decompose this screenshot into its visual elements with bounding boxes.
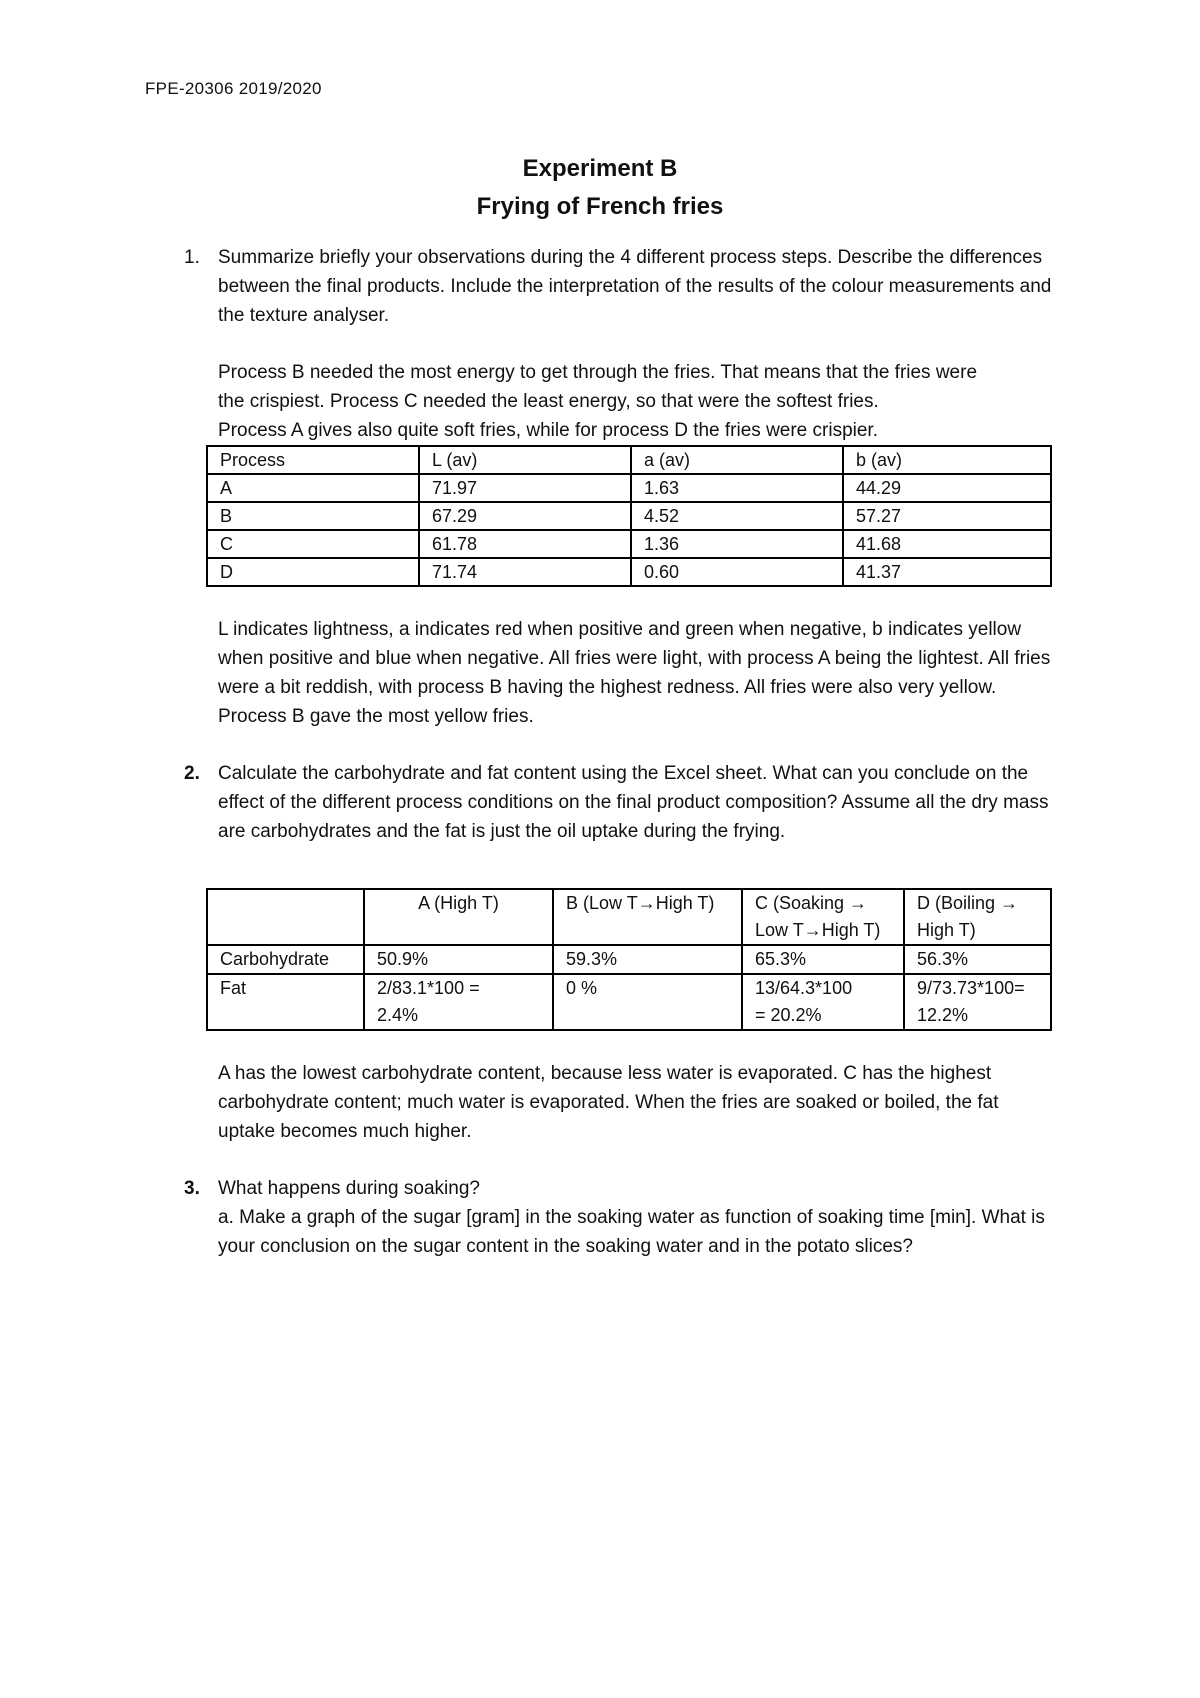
question-1 — [184, 243, 1058, 731]
table-row — [207, 945, 1051, 974]
table-cell: B — [207, 502, 419, 530]
question-3a-text: a. Make a graph of the sugar [gram] in the soaking water as function of soaking time [min]. What is your conclusion on the sugar content in the soaking water and in the potato slices? — [218, 1207, 1045, 1257]
table-cell: 1.63 — [631, 474, 843, 502]
table-cell: 41.37 — [843, 558, 1051, 586]
table-header-cell: a (av) — [631, 446, 843, 474]
table-cell — [904, 974, 1051, 1030]
table-header-cell: A (High T) — [364, 889, 553, 945]
header-d-line-1: D (Boiling → — [917, 893, 1019, 913]
fat-c-line-2: = 20.2% — [755, 1005, 822, 1025]
fat-d-line-1: 9/73.73*100= — [917, 978, 1025, 998]
q2-conclusion: A has the lowest carbohydrate content, because less water is evaporated. C has the highest carbohydrate content; much water is evaporated. When the fries are soaked or boiled, the fat uptake becomes much higher. — [218, 1063, 999, 1142]
title-line-2: Frying of French fries — [476, 193, 724, 220]
fat-c-line-1: 13/64.3*100 — [755, 978, 853, 998]
table-row — [207, 474, 1051, 502]
table-row — [207, 974, 1051, 1030]
title-line-1: Experiment B — [522, 155, 678, 182]
table-cell: 0 % — [553, 974, 742, 1030]
table-row — [207, 558, 1051, 586]
table-header-cell: Process — [207, 446, 419, 474]
table-cell: 0.60 — [631, 558, 843, 586]
q1-answer-line-2: the crispiest. Process C needed the least energy, so that were the softest fries. — [218, 391, 879, 412]
question-2 — [184, 759, 1058, 1146]
table-cell: 71.97 — [419, 474, 631, 502]
table-cell: Fat — [207, 974, 364, 1030]
table-header-row — [207, 889, 1051, 945]
table-cell: 1.36 — [631, 530, 843, 558]
table-cell: 4.52 — [631, 502, 843, 530]
composition-table — [206, 888, 1052, 1031]
header-d-line-2: High T) — [917, 920, 976, 940]
table-cell — [742, 974, 904, 1030]
table-cell: 50.9% — [364, 945, 553, 974]
table-row — [207, 530, 1051, 558]
document-title — [0, 150, 1200, 226]
table-cell: 67.29 — [419, 502, 631, 530]
colour-measurement-table — [206, 445, 1052, 587]
question-1-text: Summarize briefly your observations during the 4 different process steps. Describe the differences between the final products. Include the interpretation of the results of the colour measurements and the texture analyser. — [218, 247, 1052, 326]
table-cell: Carbohydrate — [207, 945, 364, 974]
table-cell: 44.29 — [843, 474, 1051, 502]
table-cell: A — [207, 474, 419, 502]
question-2-text: Calculate the carbohydrate and fat content using the Excel sheet. What can you conclude on the effect of the different process conditions on the final product composition? Assume all the dry mass are carbohydrates and the fat is just the oil uptake during the frying. — [218, 763, 1049, 842]
question-3 — [184, 1174, 1058, 1261]
table-cell: 41.68 — [843, 530, 1051, 558]
table-cell — [364, 974, 553, 1030]
q1-answer-line-1: Process B needed the most energy to get through the fries. That means that the fries were — [218, 362, 978, 383]
table-cell: 61.78 — [419, 530, 631, 558]
table-cell: 59.3% — [553, 945, 742, 974]
table-cell: 56.3% — [904, 945, 1051, 974]
page-header: FPE-20306 2019/2020 — [145, 79, 322, 98]
table-cell: D — [207, 558, 419, 586]
question-1-number: 1. — [184, 247, 200, 268]
q1-colour-interpretation: L indicates lightness, a indicates red when positive and green when negative, b indicates yellow when positive and blue when negative. All fries were light, with process A being the lightest. All fries were a bit reddish, with process B having the highest redness. All fries were also very yellow. Process B gave the most yellow fries. — [218, 619, 1051, 727]
table-header-cell: L (av) — [419, 446, 631, 474]
fat-a-line-2: 2.4% — [377, 1005, 419, 1025]
table-header-cell — [207, 889, 364, 945]
table-cell: C — [207, 530, 419, 558]
table-cell: 57.27 — [843, 502, 1051, 530]
question-3-text: What happens during soaking? — [218, 1178, 480, 1199]
document-body — [184, 243, 1058, 1261]
table-cell: 71.74 — [419, 558, 631, 586]
fat-d-line-2: 12.2% — [917, 1005, 969, 1025]
table-cell: 65.3% — [742, 945, 904, 974]
question-3-number: 3. — [184, 1178, 200, 1199]
header-c-line-1: C (Soaking → — [755, 893, 868, 913]
table-header-cell — [742, 889, 904, 945]
question-2-number: 2. — [184, 763, 200, 784]
fat-a-line-1: 2/83.1*100 = — [377, 978, 480, 998]
table-header-row — [207, 446, 1051, 474]
table-header-cell: B (Low T→High T) — [553, 889, 742, 945]
q1-answer-line-3: Process A gives also quite soft fries, while for process D the fries were crispier. — [218, 420, 878, 441]
table-header-cell — [904, 889, 1051, 945]
table-row — [207, 502, 1051, 530]
table-header-cell: b (av) — [843, 446, 1051, 474]
header-c-line-2: Low T→High T) — [755, 920, 881, 940]
